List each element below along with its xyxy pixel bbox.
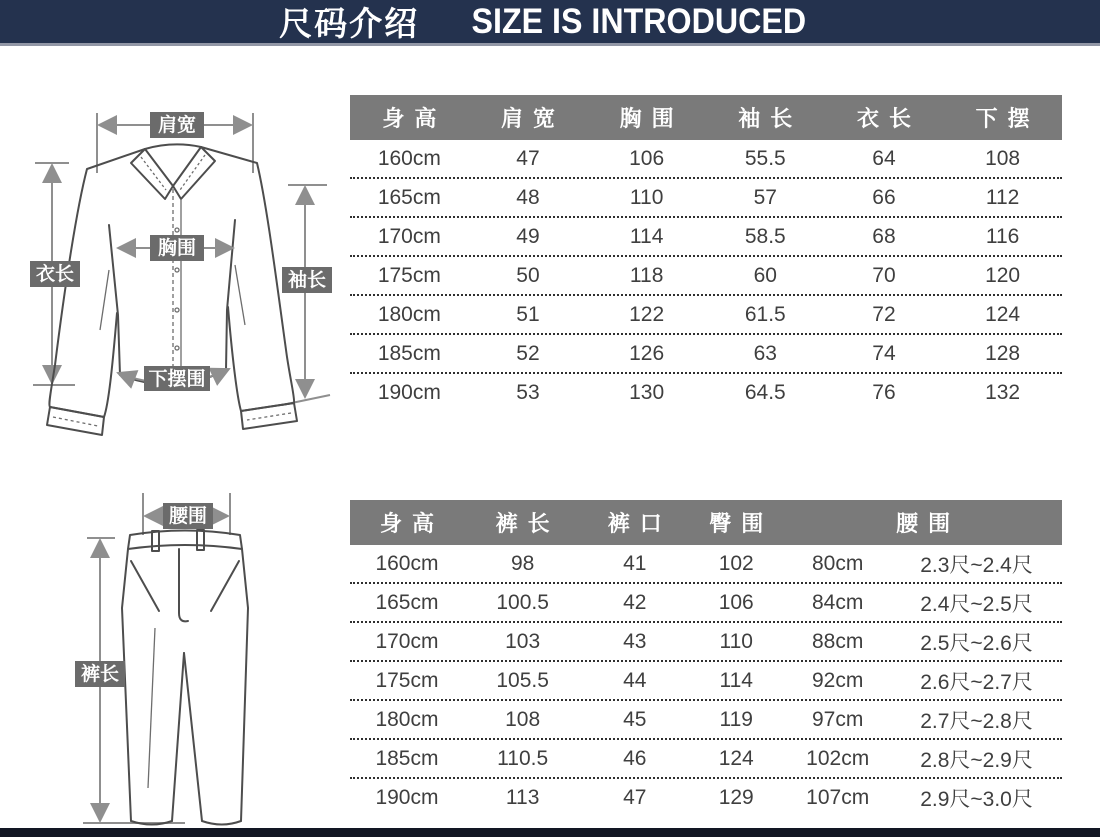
column-header: 下摆	[975, 106, 1040, 131]
table-cell: 64.5	[744, 380, 786, 404]
table-cell: 116	[985, 224, 1020, 248]
table-row	[350, 218, 1062, 257]
table-cell: 2.9尺~3.0尺	[920, 787, 1033, 811]
column-header: 身高	[379, 511, 444, 536]
pants-outline	[122, 530, 248, 825]
table-row	[350, 740, 1062, 779]
table-cell: 2.4尺~2.5尺	[920, 592, 1033, 616]
column-header: 胸围	[619, 106, 684, 131]
table-cell: 108	[505, 707, 541, 731]
table-row	[350, 335, 1062, 374]
table-cell: 92cm	[812, 668, 864, 692]
column-header: 衣长	[856, 106, 921, 131]
banner-title-english: SIZE IS INTRODUCED	[471, 1, 807, 41]
table-cell: 98	[510, 551, 535, 575]
table-cell: 61.5	[744, 302, 786, 326]
table-cell: 100.5	[496, 590, 549, 614]
svg-text:衣长: 衣长	[35, 264, 75, 285]
table-cell: 175cm	[377, 263, 441, 287]
table-cell: 114	[719, 668, 753, 692]
table-cell: 130	[629, 380, 665, 404]
svg-text:腰围: 腰围	[168, 506, 208, 527]
table-row	[350, 257, 1062, 296]
table-cell: 103	[505, 629, 541, 653]
table-cell: 55.5	[744, 146, 786, 170]
column-header: 裤长	[495, 511, 560, 536]
table-cell: 76	[872, 380, 896, 404]
table-cell: 84cm	[812, 590, 864, 614]
table-cell: 126	[629, 341, 665, 365]
table-cell: 190cm	[377, 380, 441, 404]
shirt-size-table	[350, 95, 1062, 411]
svg-text:下摆围: 下摆围	[148, 369, 206, 390]
table-cell: 57	[753, 185, 777, 209]
table-cell: 105.5	[496, 668, 549, 692]
table-row	[350, 374, 1062, 411]
table-cell: 42	[623, 590, 647, 614]
table-cell: 64	[872, 146, 896, 170]
table-cell: 122	[629, 302, 665, 326]
table-cell: 119	[719, 707, 753, 731]
table-cell: 2.5尺~2.6尺	[920, 631, 1033, 655]
table-row	[350, 584, 1062, 623]
table-cell: 68	[872, 224, 896, 248]
table-cell: 43	[623, 629, 647, 653]
title-banner	[0, 0, 1100, 46]
table-cell: 110.5	[497, 746, 549, 770]
chest-label	[150, 235, 204, 261]
table-cell: 52	[516, 341, 540, 365]
waist-label	[163, 503, 213, 529]
table-row	[350, 779, 1062, 816]
table-cell: 160cm	[375, 551, 439, 575]
table-cell: 185cm	[375, 746, 439, 770]
table-cell: 70	[872, 263, 896, 287]
pants-size-table	[350, 500, 1062, 816]
table-cell: 124	[718, 746, 754, 770]
table-row	[350, 296, 1062, 335]
table-cell: 106	[718, 590, 754, 614]
table-cell: 97cm	[812, 707, 864, 731]
table-cell: 114	[629, 224, 664, 248]
banner-title-chinese: 尺码介绍	[279, 5, 420, 42]
table-cell: 51	[516, 302, 540, 326]
sleeve-length-label	[282, 267, 332, 293]
table-cell: 80cm	[812, 551, 864, 575]
table-cell: 45	[623, 707, 647, 731]
table-cell: 175cm	[375, 668, 439, 692]
table-cell: 170cm	[377, 224, 441, 248]
table-cell: 60	[753, 263, 777, 287]
column-header: 腰围	[896, 511, 961, 536]
table-cell: 49	[516, 224, 540, 248]
table-cell: 128	[985, 341, 1021, 365]
table-cell: 107cm	[806, 785, 870, 809]
table-cell: 118	[629, 263, 664, 287]
column-header: 肩宽	[500, 106, 565, 131]
hem-label	[144, 366, 210, 391]
table-cell: 110	[719, 629, 753, 653]
table-cell: 124	[985, 302, 1021, 326]
svg-text:胸围: 胸围	[157, 238, 197, 259]
table-cell: 72	[872, 302, 896, 326]
pants-length-label	[75, 661, 125, 687]
table-row	[350, 662, 1062, 701]
table-cell: 63	[753, 341, 777, 365]
table-cell: 74	[872, 341, 896, 365]
column-header: 臀围	[709, 511, 774, 536]
table-cell: 2.6尺~2.7尺	[920, 670, 1033, 694]
table-cell: 53	[516, 380, 540, 404]
svg-text:裤长: 裤长	[80, 664, 120, 685]
table-header-row	[350, 500, 1062, 545]
table-cell: 129	[718, 785, 754, 809]
shoulder-width-label	[150, 112, 204, 138]
table-cell: 44	[623, 668, 647, 692]
garment-length-label	[30, 261, 80, 287]
shirt-outline	[47, 144, 297, 435]
table-cell: 180cm	[375, 707, 439, 731]
table-cell: 2.7尺~2.8尺	[920, 709, 1033, 733]
shirt-diagram	[5, 65, 345, 455]
table-cell: 2.3尺~2.4尺	[920, 553, 1033, 577]
table-cell: 112	[985, 185, 1020, 209]
table-row	[350, 179, 1062, 218]
column-header: 袖长	[738, 106, 803, 131]
column-header: 身高	[382, 106, 447, 131]
table-cell: 58.5	[744, 224, 786, 248]
table-header-row	[350, 95, 1062, 140]
column-header: 裤口	[607, 511, 672, 536]
table-cell: 185cm	[377, 341, 441, 365]
svg-text:袖长: 袖长	[287, 270, 327, 291]
table-row	[350, 140, 1062, 179]
table-cell: 120	[985, 263, 1021, 287]
table-cell: 132	[985, 380, 1021, 404]
table-cell: 50	[516, 263, 540, 287]
table-cell: 170cm	[375, 629, 439, 653]
table-cell: 102cm	[806, 746, 870, 770]
table-cell: 88cm	[812, 629, 864, 653]
table-cell: 47	[516, 146, 540, 170]
table-cell: 48	[516, 185, 540, 209]
table-row	[350, 545, 1062, 584]
svg-text:肩宽: 肩宽	[157, 115, 197, 136]
table-cell: 102	[718, 551, 754, 575]
table-row	[350, 701, 1062, 740]
table-cell: 41	[623, 551, 647, 575]
table-row	[350, 623, 1062, 662]
table-cell: 110	[629, 185, 664, 209]
table-cell: 165cm	[375, 590, 439, 614]
table-cell: 66	[872, 185, 896, 209]
table-cell: 113	[505, 785, 540, 809]
table-cell: 160cm	[377, 146, 441, 170]
table-cell: 2.8尺~2.9尺	[920, 748, 1033, 772]
table-cell: 165cm	[377, 185, 441, 209]
table-cell: 180cm	[377, 302, 441, 326]
table-cell: 106	[629, 146, 665, 170]
table-cell: 108	[985, 146, 1021, 170]
pants-diagram	[55, 483, 365, 833]
table-cell: 190cm	[375, 785, 439, 809]
table-cell: 46	[623, 746, 647, 770]
table-cell: 47	[623, 785, 647, 809]
bottom-divider-bar	[0, 828, 1100, 837]
